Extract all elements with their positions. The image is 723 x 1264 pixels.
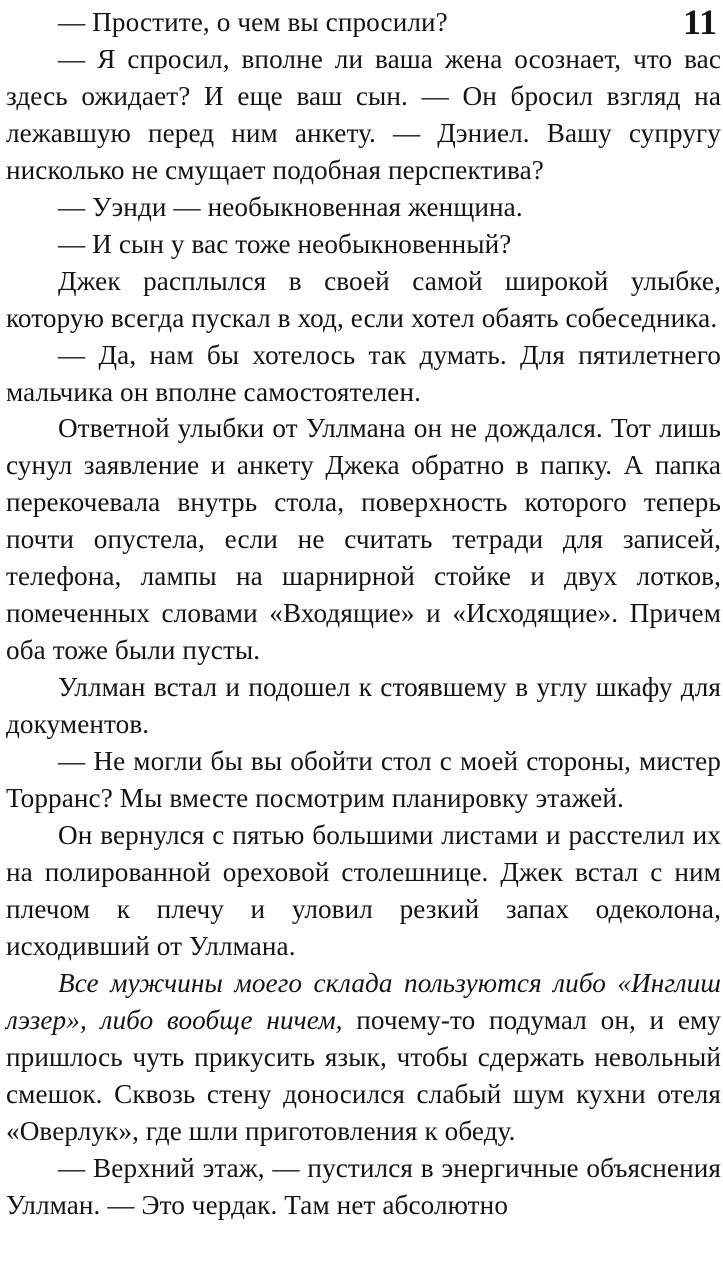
italic-thought: Все мужчины моего склада пользуются либо «Инглиш лэзер», либо вообще ничем, [6, 967, 721, 1035]
paragraph-3: — Уэнди — необыкновенная женщина. [58, 191, 523, 222]
page-body [6, 4, 721, 1223]
paragraph-8: Уллман встал и подошел к стоявшему в углу шкафу для документов. [6, 672, 721, 740]
page-number: 11 [682, 2, 717, 42]
paragraph-1: — Простите, о чем вы спросили? [58, 7, 448, 37]
paragraph-12: — Верхний этаж, — пустился в энергичные объяснения Уллман. — Это чердак. Там нет абсолютно [6, 1152, 721, 1220]
paragraph-4: — И сын у вас тоже необыкновенный? [58, 228, 512, 259]
paragraph-6: — Да, нам бы хотелось так думать. Для пятилетнего мальчика он вполне самостоятелен. [6, 339, 721, 407]
paragraph-9: — Не могли бы вы обойти стол с моей стороны, мистер Торранс? Мы вместе посмотрим планировку этажей. [6, 746, 721, 814]
paragraph-11-text: почему-то подумал он, и ему пришлось чуть прикусить язык, чтобы сдержать невольный смешок. Сквозь стену доносился слабый шум кухни отеля «Оверлук», где шли приготовления к обеду. [6, 1004, 721, 1146]
paragraph-10: Он вернулся с пятью большими листами и расстелил их на полированной ореховой столешнице. Джек встал с ним плечом к плечу и уловил резкий запах одеколона, исходивший от Уллмана. [6, 819, 721, 961]
paragraph-2: — Я спросил, вполне ли ваша жена осознает, что вас здесь ожидает? И еще ваш сын. — Он бросил взгляд на лежавшую перед ним анкету. — Дэниел. Вашу супругу нисколько не смущает подобная перспектива? [6, 43, 721, 185]
paragraph-7: Ответной улыбки от Уллмана он не дождался. Тот лишь сунул заявление и анкету Джека обратно в папку. А папка перекочевала внутрь стола, поверхность которого теперь почти опустела, если не считать тетради для записей, телефона, лампы на шарнирной стойке и двух лотков, помеченных словами «Входящие» и «Исходящие». Причем оба тоже были пусты. [6, 413, 721, 666]
paragraph-11 [6, 965, 721, 1150]
paragraph-5: Джек расплылся в своей самой широкой улыбке, которую всегда пускал в ход, если хотел обаять собеседника. [6, 265, 721, 333]
